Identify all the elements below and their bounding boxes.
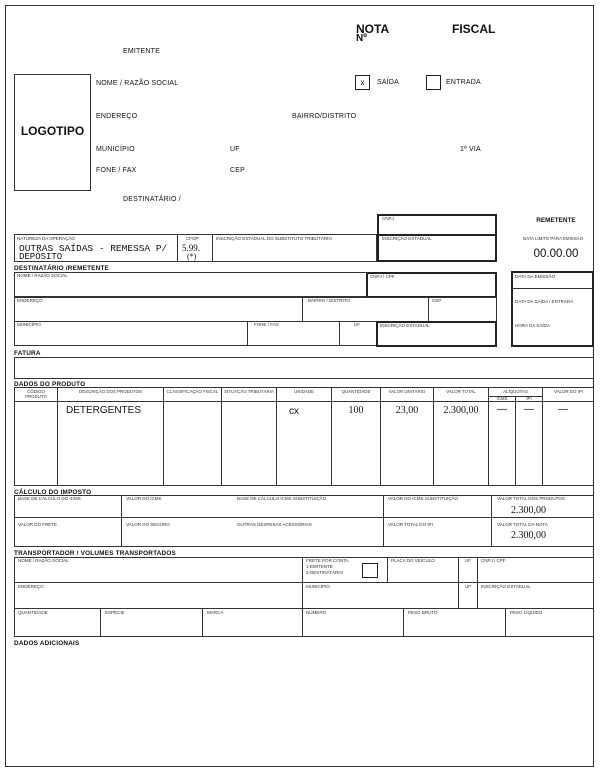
destinatario-header-label: DESTINATÁRIO / <box>123 196 181 203</box>
numero-label: Nº <box>356 33 367 44</box>
adicionais-title: DADOS ADICIONAIS <box>14 640 80 647</box>
peso-liquido-label: PESO LÍQUIDO <box>510 610 543 615</box>
data-limite-label: DATA LIMITE PARA EMISSÃO <box>522 236 584 241</box>
saida-label: SAÍDA <box>377 79 400 86</box>
row-valor-total: 2.300,00 <box>443 405 479 416</box>
total-ipi-label: VALOR TOTAL DO IPI <box>388 522 433 527</box>
transp-cnpj-label: CNPJ / CPF <box>481 558 506 563</box>
row-valor-ipi: — <box>558 404 568 415</box>
fatura-box <box>14 357 594 379</box>
transp-endereco-label: ENDEREÇO <box>18 584 44 589</box>
cfop-note: (*) <box>187 252 197 261</box>
natureza-value-line2: DEPÓSITO <box>19 252 63 262</box>
transp-nome-label: NOME / RAZÃO SOCIAL <box>18 558 69 563</box>
row-icms: — <box>497 404 507 415</box>
row-valor-unitario: 23,00 <box>395 405 419 416</box>
logo-text: LOGOTIPO <box>20 124 85 138</box>
dest-municipio-field[interactable] <box>14 321 248 346</box>
dest-endereco-label: ENDEREÇO <box>17 298 43 303</box>
marca-label: MARCA <box>207 610 224 615</box>
saida-checkbox[interactable]: x <box>355 75 370 90</box>
cfop-value: 5.99. <box>182 243 200 253</box>
seguro-label: VALOR DO SEGURO <box>126 522 170 527</box>
base-icms-label: BASE DE CÁLCULO DO ICMS <box>18 496 81 501</box>
emitente-uf-label: UF <box>230 146 240 153</box>
col-codigo: CÓDIGO PRODUTO <box>25 389 47 399</box>
emitente-endereco-label: ENDEREÇO <box>96 113 138 120</box>
valor-subst-label: VALOR DO ICMS SUBSTITUIÇÃO <box>388 496 459 501</box>
valor-icms-label: VALOR DO ICMS <box>126 496 162 501</box>
peso-bruto-label: PESO BRUTO <box>408 610 438 615</box>
frete-conta-checkbox[interactable] <box>362 563 378 578</box>
col-aliquotas: ALÍQUOTAS <box>503 389 528 394</box>
col-situacao: SITUAÇÃO TRIBUTÁRIA <box>224 389 274 394</box>
natureza-label: NATUREZA DA OPERAÇÃO <box>17 236 75 241</box>
data-limite-value: 00.00.00 <box>533 248 579 260</box>
dest-fone-label: FONE / FAX <box>254 322 279 327</box>
transportador-box <box>14 557 594 637</box>
col-valor-total: VALOR TOTAL <box>446 389 476 394</box>
natureza-value-line1: OUTRAS SAÍDAS - REMESSA P/ <box>19 243 168 254</box>
dest-nome-label: NOME / RAZÃO SOCIAL <box>17 273 68 278</box>
dest-bairro-label: BAIRRO / DISTRITO <box>308 298 350 303</box>
produto-title: DADOS DO PRODUTO <box>14 381 86 388</box>
dest-municipio-label: MUNICÍPIO <box>17 322 41 327</box>
col-classificacao: CLASSIFICAÇÃO FISCAL <box>166 389 219 394</box>
col-ipi: IPI <box>526 396 532 401</box>
emitente-bairro-label: BAIRRO/DISTRITO <box>292 113 357 120</box>
emitente-ie-label: INSCRIÇÃO ESTADUAL <box>382 236 432 241</box>
col-valor-ipi: VALOR DO IPI <box>554 389 583 394</box>
emitente-municipio-label: MUNICÍPIO <box>96 146 135 153</box>
dates-box <box>511 271 594 347</box>
fatura-title: FATURA <box>14 350 41 357</box>
emitente-fone-label: FONE / FAX <box>96 167 137 174</box>
transp-uf-label: UF <box>465 558 472 563</box>
remetente-label: REMETENTE <box>536 217 576 224</box>
especie-label: ESPÉCIE <box>105 610 125 615</box>
base-subst-label: BASE DE CÁLCULO ICMS SUBSTITUIÇÃO <box>237 496 327 501</box>
emitente-title: EMITENTE <box>123 48 160 55</box>
destinatario-title: DESTINATÁRIO /REMETENTE <box>14 265 110 272</box>
dest-cnpj-label: CNPJ / CPF <box>370 274 395 279</box>
row-unidade: cx <box>289 406 299 417</box>
dest-uf-label: UF <box>354 322 361 327</box>
transportador-title: TRANSPORTADOR / VOLUMES TRANSPORTADOS <box>14 550 176 557</box>
imposto-box <box>14 495 594 547</box>
col-descricao: DESCRIÇÃO DOS PRODUTOS <box>79 389 142 394</box>
total-nota-label: VALOR TOTAL DA NOTA <box>497 522 548 527</box>
imposto-title: CÁLCULO DO IMPOSTO <box>14 489 92 496</box>
ie-subst-label: INSCRIÇÃO ESTADUAL DO SUBSTITUTO TRIBUTÁRIO <box>216 236 332 241</box>
entrada-checkbox[interactable] <box>426 75 441 90</box>
hora-saida-label: HORA DA SAÍDA <box>515 323 550 328</box>
nota-label: NOTA <box>356 22 390 36</box>
dest-endereco-field[interactable] <box>14 297 303 322</box>
col-icms: ICMS <box>496 396 508 401</box>
row-ipi: — <box>524 404 534 415</box>
entrada-label: ENTRADA <box>446 79 481 86</box>
total-produtos-label: VALOR TOTAL DOS PRODUTOS <box>497 496 565 501</box>
data-emissao-label: DATA DA EMISSÃO <box>515 274 556 279</box>
frete-label: VALOR DO FRETE <box>18 522 58 527</box>
row-quantidade: 100 <box>348 405 364 416</box>
data-saida-label: DATA DA SAÍDA / ENTRADA <box>515 299 574 304</box>
emitente-cnpj-field[interactable] <box>377 214 497 236</box>
frete-conta-label-1: FRETE POR CONTA <box>306 558 349 563</box>
cfop-label: CFOP <box>186 236 199 241</box>
transp-uf2-label: UF <box>465 584 472 589</box>
via-label: 1ª VIA <box>460 146 481 153</box>
transp-municipio-label: MUNICÍPIO <box>306 584 330 589</box>
emitente-cep-label: CEP <box>230 167 245 174</box>
col-unidade: UNIDADE <box>294 389 314 394</box>
total-produtos-value: 2.300,00 <box>511 505 546 516</box>
col-valor-unitario: VALOR UNITÁRIO <box>388 389 426 394</box>
dest-cep-label: CEP <box>432 298 442 303</box>
total-nota-value: 2.300,00 <box>511 530 546 541</box>
row-descricao: DETERGENTES <box>66 405 142 416</box>
frete-conta-label-2: 1-EMITENTE <box>306 564 333 569</box>
col-quantidade: QUANTIDADE <box>341 389 371 394</box>
numero-label-transp: NÚMERO <box>306 610 327 615</box>
transp-ie-label: INSCRIÇÃO ESTADUAL <box>481 584 531 589</box>
placa-label: PLACA DO VEÍCULO <box>391 558 435 563</box>
emitente-cnpj-label: CNPJ <box>382 216 394 221</box>
emitente-nome-label: NOME / RAZÃO SOCIAL <box>96 80 179 87</box>
frete-conta-label-3: 2-DESTINATÁRIO <box>306 570 343 575</box>
dest-ie-label: INSCRIÇÃO ESTADUAL <box>380 323 430 328</box>
fiscal-label: FISCAL <box>452 22 496 36</box>
quantidade-label: QUANTIDADE <box>18 610 48 615</box>
outras-label: OUTRAS DESPESAS ACESSÓRIAS <box>237 522 312 527</box>
